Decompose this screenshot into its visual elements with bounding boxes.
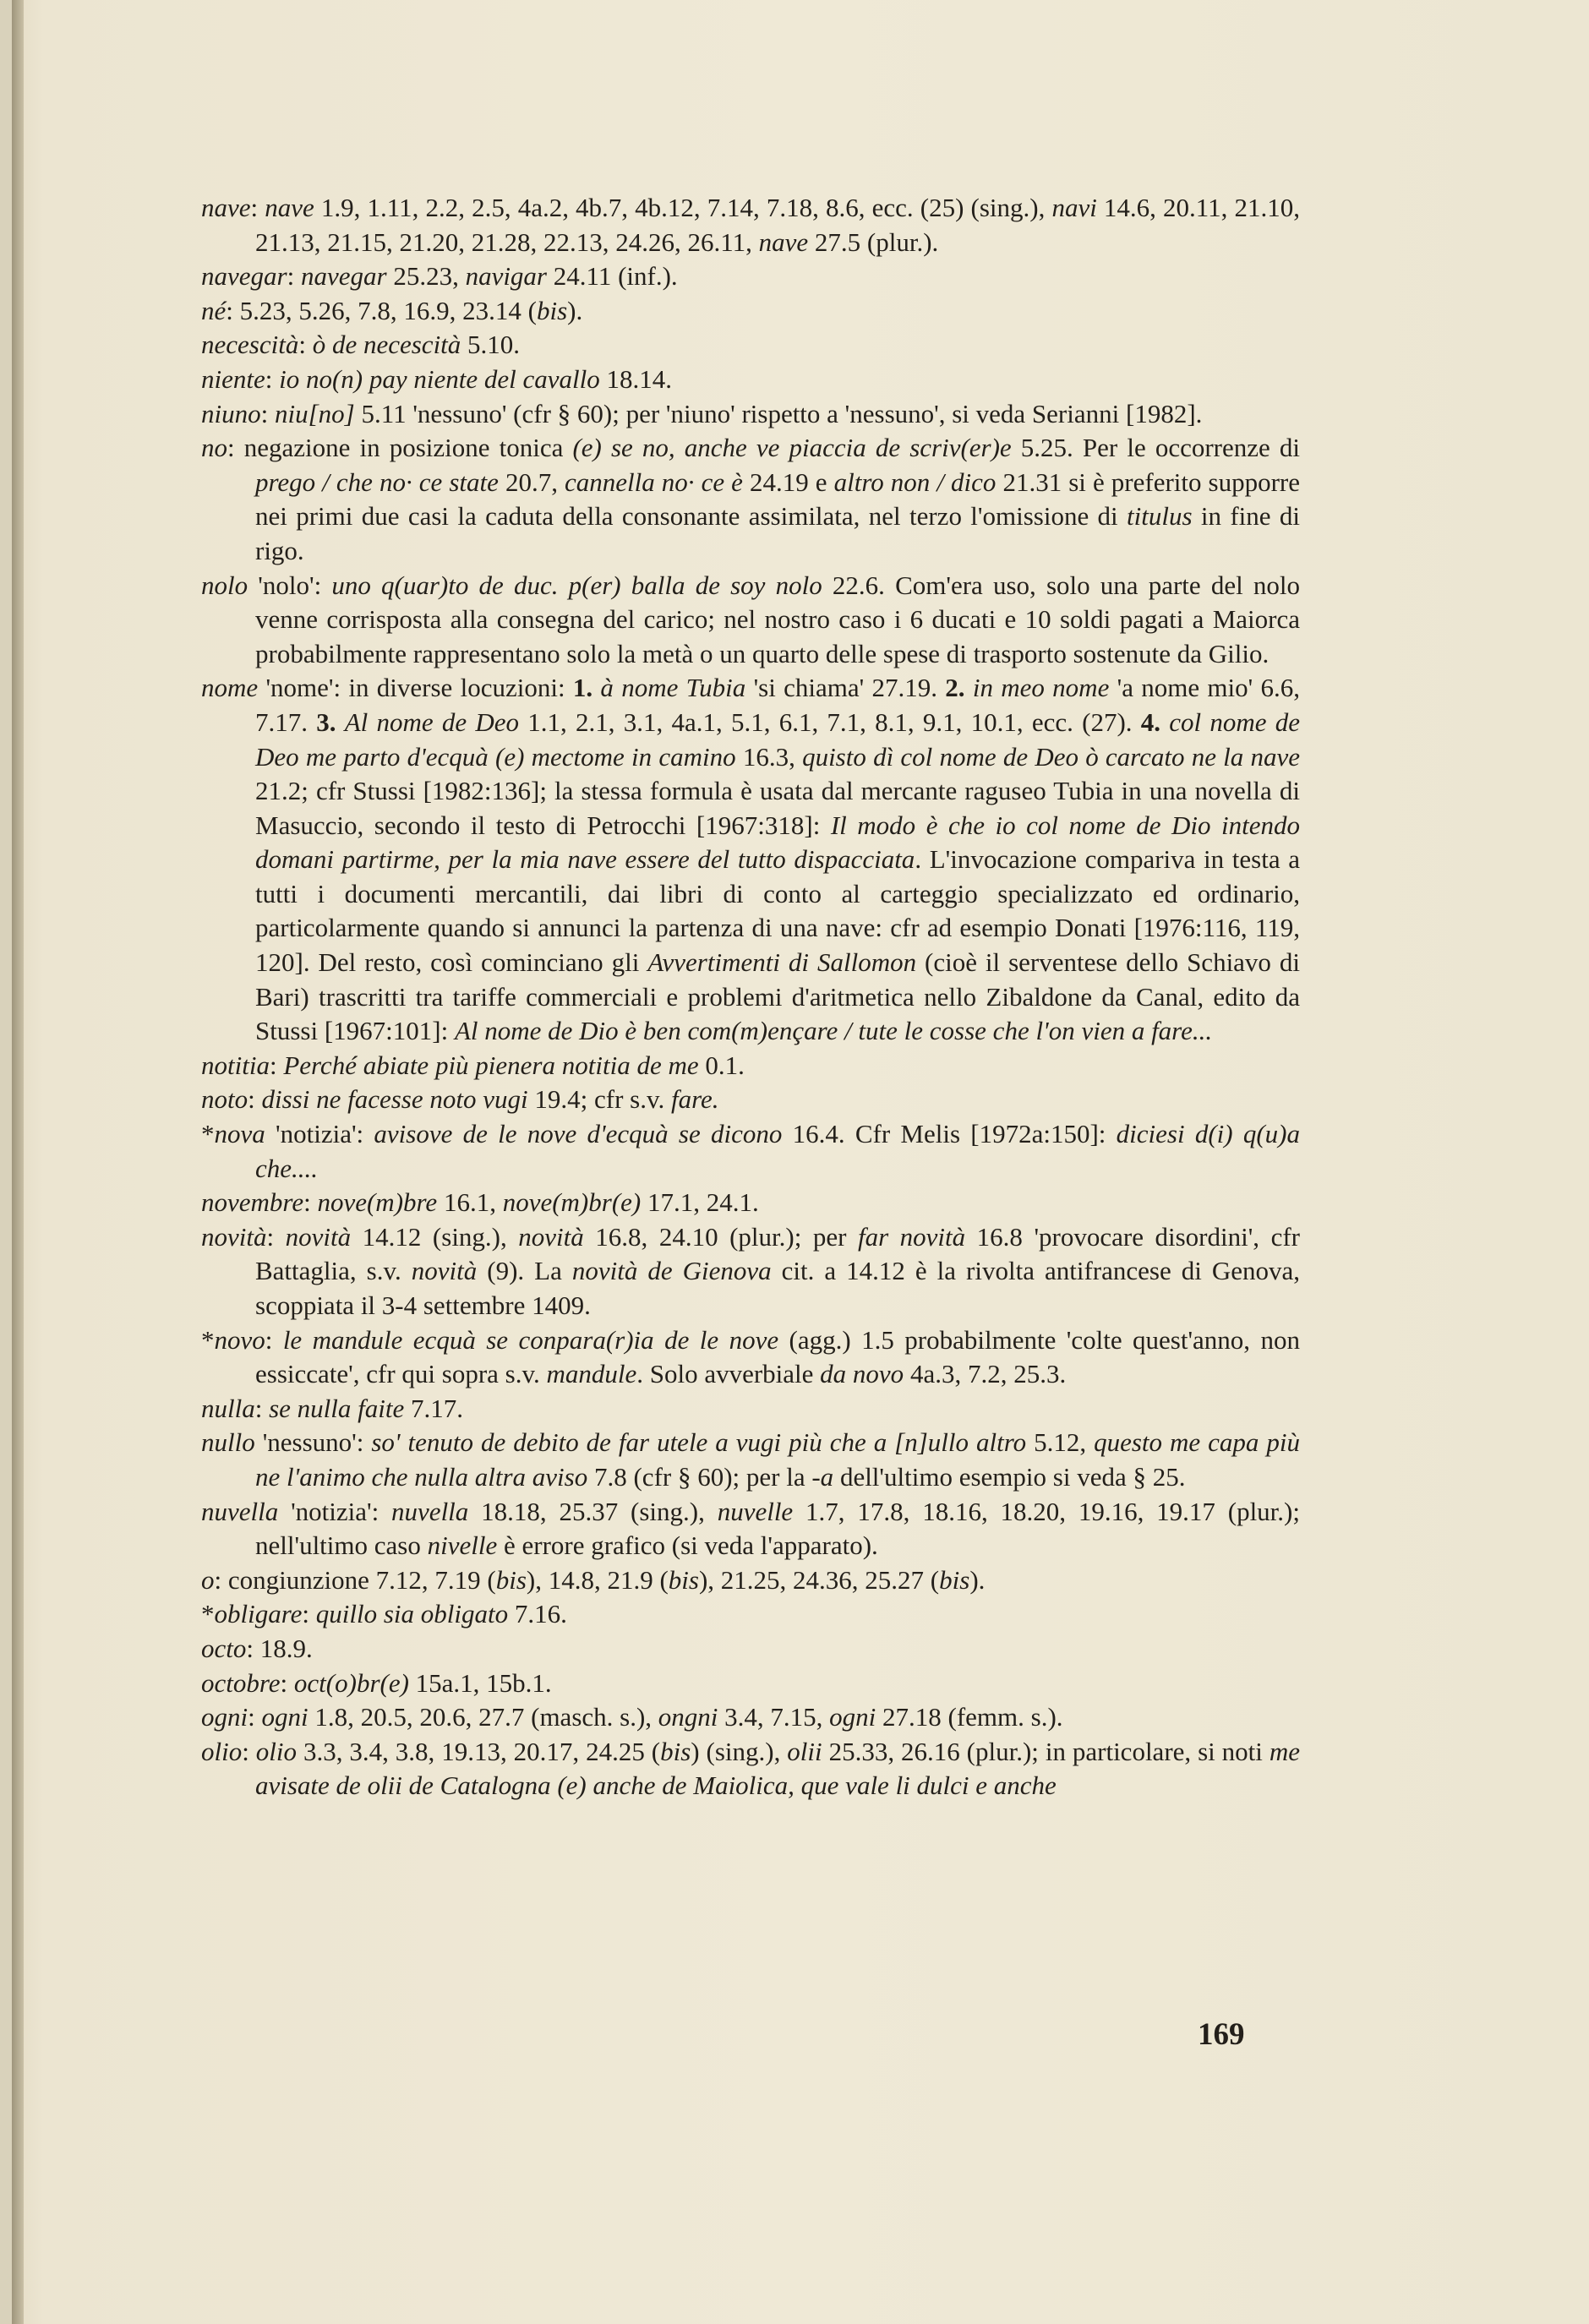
glossary-entry	[201, 1667, 1300, 1701]
text-run: cit. a 14.12 è la rivolta antifrancese di Genova, scoppiata il 3-4 settembre 1409.	[255, 1256, 1300, 1320]
italic-text: octobre	[201, 1667, 281, 1698]
text-run: 15a.1, 15b.1.	[408, 1667, 552, 1698]
text-run: in fine di rigo.	[255, 501, 1300, 565]
text-run: *	[201, 1324, 215, 1355]
italic-text: noto	[201, 1084, 248, 1115]
text-run: 18.18, 25.37 (sing.),	[468, 1496, 718, 1526]
text-run: 22.6. Com'era uso, solo una parte del nolo venne corrisposta alla consegna del carico; nel nostro caso i 6 ducati e 10 soldi pagati a Maiorca probabilmente rappresentano solo la metà o un quarto delle spese di trasporto sostenute da Gilio.	[255, 570, 1301, 668]
italic-text: novità	[285, 1221, 352, 1252]
glossary-entry	[201, 1323, 1300, 1392]
italic-text: me avisate de olii de Catalogna (e) anche de Maiolica, que vale li dulci e anche	[255, 1736, 1300, 1801]
italic-text: col nome de Deo me parto d'ecquà (e) mectome in camino	[255, 706, 1300, 772]
italic-text: bis	[668, 1564, 699, 1595]
text-run: 0.1.	[698, 1050, 745, 1080]
glossary-entry	[201, 671, 1300, 1049]
italic-text: Il modo è che io col nome de Dio intendo domani partirme, per la mia nave essere del tutto dispacciata	[255, 810, 1300, 875]
italic-text: -a	[811, 1461, 834, 1492]
text-run: 27.18 (femm. s.).	[876, 1702, 1063, 1732]
text-run: 25.23,	[386, 261, 466, 292]
glossary-entry	[201, 294, 1300, 329]
text-run: 17.1, 24.1.	[641, 1187, 759, 1218]
italic-text: (e) se no, anche ve piaccia de scriv(er)e	[572, 433, 1012, 463]
text-run: 16.1,	[437, 1187, 503, 1218]
italic-text: né	[201, 295, 227, 325]
glossary-entry	[201, 1495, 1300, 1563]
italic-text: novo	[214, 1324, 265, 1355]
text-run: (cioè il serventese dello Schiavo di Bari) trascritti tra tariffe commerciali e problemi d'aritmetica nello Zibaldone da Canal, edito da Stussi [1967:101]:	[255, 947, 1300, 1046]
italic-text: nuvella	[201, 1496, 279, 1526]
text-run: :	[248, 1084, 262, 1115]
italic-text: olio	[201, 1736, 243, 1766]
book-page	[12, 0, 1589, 2324]
text-run: . L'invocazione compariva in testa a tutti i documenti mercantili, dai libri di conto al carteggio specializzato ed ordinario, particolarmente quando si annunci la partenza di una nave: cfr ad esempio Donati [1976:116, 119, 120]. Del resto, così cominciano gli	[255, 844, 1300, 978]
text-run: (9). La	[477, 1256, 572, 1286]
text-run: : 5.23, 5.26, 7.8, 16.9, 23.14 (	[226, 295, 537, 325]
italic-text: nuvella	[391, 1496, 469, 1526]
text-run: 16.8, 24.10 (plur.); per	[583, 1221, 858, 1252]
glossary-entry	[201, 259, 1300, 294]
italic-text: oct(o)br(e)	[293, 1667, 409, 1698]
italic-text: ogni	[261, 1702, 309, 1732]
text-run: :	[265, 1324, 283, 1355]
italic-text: navigar	[465, 261, 547, 292]
italic-text: o	[201, 1564, 215, 1595]
text-run: 7.17.	[404, 1393, 464, 1423]
italic-text: octo	[201, 1633, 247, 1663]
text-run: 3.3, 3.4, 3.8, 19.13, 20.17, 24.25 (	[297, 1736, 661, 1766]
page-number: 169	[1198, 2017, 1245, 2052]
glossary-entry	[201, 1426, 1300, 1494]
italic-text: novembre	[201, 1187, 304, 1218]
italic-text: niu[no]	[275, 398, 355, 428]
glossary-entry	[201, 1049, 1300, 1083]
italic-text: bis	[939, 1564, 970, 1595]
text-run: 'a nome mio' 6.6, 7.17.	[255, 673, 1301, 737]
text-run: :	[242, 1736, 256, 1766]
text-run: 'notizia':	[265, 1119, 374, 1149]
glossary-column	[201, 191, 1300, 1803]
text-run: 'nome': in diverse locuzioni:	[258, 673, 573, 703]
italic-text: fare.	[670, 1084, 719, 1115]
text-run: :	[269, 1050, 284, 1080]
italic-text: necescità	[201, 330, 299, 360]
italic-text: ò de necescità	[312, 330, 461, 360]
text-run: :	[260, 398, 275, 428]
glossary-entry	[201, 1735, 1300, 1803]
italic-text: altro non / dico	[833, 466, 997, 497]
text-run: 4a.3, 7.2, 25.3.	[904, 1359, 1067, 1389]
text-run: 25.33, 26.16 (plur.); in particolare, si noti	[822, 1736, 1270, 1766]
italic-text: Perché abiate più pienera notitia de me	[283, 1050, 699, 1080]
italic-text: à nome Tubia	[600, 673, 746, 703]
italic-text: so' tenuto de debito de far utele a vugi più che a [n]ullo altro	[371, 1427, 1027, 1458]
text-run: :	[303, 1187, 318, 1218]
text-run: :	[298, 330, 313, 360]
text-run: :	[265, 363, 280, 394]
italic-text: da novo	[820, 1359, 904, 1389]
text-run	[965, 673, 973, 702]
italic-text: nullo	[201, 1427, 255, 1458]
italic-text: nove(m)bre	[317, 1187, 438, 1218]
italic-text: prego / che no· ce state	[255, 466, 499, 497]
text-run: 14.12 (sing.),	[351, 1221, 519, 1252]
text-run: ), 21.25, 24.36, 25.27 (	[698, 1564, 940, 1595]
italic-text: cannella no· ce è	[565, 466, 743, 497]
glossary-entry	[201, 191, 1300, 259]
italic-text: niuno	[201, 398, 261, 428]
text-run: ) (sing.),	[691, 1736, 788, 1766]
text-run: ), 14.8, 21.9 (	[526, 1564, 669, 1595]
italic-text: novità de Gienova	[571, 1256, 772, 1286]
italic-text: Al nome de Dio è ben com(m)ençare / tute le cosse che l'on vien a fare...	[454, 1016, 1213, 1046]
italic-text: nolo	[201, 570, 248, 600]
italic-text: in meo nome	[972, 673, 1110, 703]
text-run	[336, 707, 344, 737]
glossary-entry	[201, 1083, 1300, 1117]
text-run: 5.11 'nessuno' (cfr § 60); per 'niuno' rispetto a 'nessuno', si veda Serianni [1982].	[354, 398, 1203, 428]
glossary-entry	[201, 1186, 1300, 1220]
glossary-entry	[201, 431, 1300, 568]
text-run: ).	[969, 1564, 986, 1595]
italic-text: quisto dì col nome de Deo ò carcato ne la nave	[802, 741, 1301, 772]
text-run: 3.4, 7.15,	[718, 1702, 830, 1732]
italic-text: novità	[201, 1221, 267, 1252]
glossary-entry	[201, 328, 1300, 363]
text-run: (agg.) 1.5 probabilmente 'colte quest'anno, non essiccate', cfr qui sopra s.v.	[255, 1324, 1300, 1389]
text-run: 'nolo':	[248, 570, 332, 600]
italic-text: bis	[495, 1564, 527, 1595]
italic-text: avisove de le nove d'ecquà se dicono	[374, 1119, 783, 1149]
glossary-entry	[201, 1597, 1300, 1632]
italic-text: questo me capa più ne l'animo che nulla altra aviso	[255, 1427, 1300, 1492]
italic-text: novità	[518, 1221, 584, 1252]
italic-text: nivelle	[427, 1530, 498, 1561]
italic-text: niente	[201, 363, 265, 394]
italic-text: nuvelle	[717, 1496, 794, 1526]
italic-text: Al nome de Deo	[344, 706, 520, 737]
italic-text: olio	[255, 1736, 298, 1766]
text-run: 5.10.	[461, 330, 521, 360]
text-run: 1.8, 20.5, 20.6, 27.7 (masch. s.),	[308, 1702, 658, 1732]
text-run: 16.4. Cfr Melis [1972a:150]:	[782, 1119, 1117, 1149]
italic-text: io no(n) pay niente del cavallo	[279, 363, 600, 394]
italic-text: nave	[265, 193, 314, 222]
text-run: 16.8 'provocare disordini', cfr Battaglia, s.v.	[255, 1221, 1300, 1286]
text-run: dell'ultimo esempio si veda § 25.	[833, 1461, 1186, 1492]
italic-text: ogni	[201, 1702, 248, 1732]
italic-text: Avvertimenti di Sallomon	[647, 947, 917, 978]
text-run: :	[280, 1667, 294, 1698]
italic-text: navi	[1051, 193, 1097, 222]
text-run: 14.6, 20.11, 21.10, 21.13, 21.15, 21.20, 21.28, 22.13, 24.26, 26.11,	[255, 193, 1300, 257]
glossary-entry	[201, 1563, 1300, 1598]
glossary-entry	[201, 1220, 1300, 1323]
italic-text: dissi ne facesse noto vugi	[261, 1084, 528, 1115]
italic-text: obligare	[214, 1599, 303, 1629]
italic-text: navegar	[300, 261, 387, 292]
text-run: 20.7,	[498, 466, 565, 497]
glossary-entry	[201, 1700, 1300, 1735]
italic-text: navegar	[201, 261, 287, 292]
italic-text: notitia	[201, 1050, 270, 1080]
text-run: 7.8 (cfr § 60); per la	[587, 1461, 812, 1492]
italic-text: le mandule ecquà se conpara(r)ia de le nove	[282, 1324, 779, 1355]
text-run: :	[302, 1599, 316, 1629]
italic-text: nave	[201, 193, 251, 222]
glossary-entry	[201, 1117, 1300, 1186]
text-run: 5.12,	[1026, 1427, 1095, 1458]
italic-text: far novità	[857, 1221, 966, 1252]
text-run: 21.2; cfr Stussi [1982:136]; la stessa formula è usata dal mercante raguseo Tubia in una novella di Masuccio, secondo il testo di Petrocchi [1967:318]:	[255, 776, 1300, 840]
italic-text: ogni	[829, 1702, 876, 1732]
text-run: :	[250, 193, 265, 222]
italic-text: titulus	[1127, 501, 1193, 532]
text-run: :	[287, 261, 301, 292]
glossary-entry	[201, 569, 1300, 672]
text-run: ).	[567, 295, 583, 325]
glossary-entry	[201, 1632, 1300, 1667]
italic-text: se nulla faite	[269, 1393, 405, 1423]
text-run	[1160, 707, 1169, 737]
text-run: 5.25. Per le occorrenze di	[1011, 433, 1300, 463]
glossary-entry	[201, 397, 1300, 432]
italic-text: uno q(uar)to de duc. p(er) balla de soy nolo	[331, 570, 822, 600]
italic-text: no	[201, 433, 227, 463]
text-run: 1.1, 2.1, 3.1, 4a.1, 5.1, 6.1, 7.1, 8.1, 9.1, 10.1, ecc. (27).	[519, 706, 1141, 737]
text-run: 1.7, 17.8, 18.16, 18.20, 19.16, 19.17 (plur.); nell'ultimo caso	[255, 1496, 1300, 1561]
italic-text: nome	[201, 673, 259, 703]
text-run: 'nessuno':	[254, 1427, 372, 1458]
bold-text: 1.	[572, 673, 593, 703]
text-run	[592, 673, 600, 702]
text-run: 21.31 si è preferito supporre nei primi due casi la caduta della consonante assimilata, nel terzo l'omissione di	[255, 466, 1301, 532]
text-run: :	[254, 1393, 270, 1423]
italic-text: bis	[536, 295, 568, 325]
text-run: 24.11 (inf.).	[547, 261, 678, 292]
text-run: : congiunzione 7.12, 7.19 (	[214, 1564, 496, 1595]
italic-text: nove(m)br(e)	[502, 1187, 642, 1218]
text-run: 7.16.	[508, 1599, 567, 1629]
text-run: :	[266, 1221, 286, 1252]
text-run: *	[201, 1119, 215, 1149]
text-run: :	[248, 1702, 262, 1732]
text-run: : 18.9.	[246, 1633, 313, 1663]
glossary-entry	[201, 1392, 1300, 1427]
italic-text: novità	[411, 1256, 478, 1286]
text-run: è errore grafico (si veda l'apparato).	[497, 1530, 878, 1561]
italic-text: olii	[787, 1736, 822, 1766]
italic-text: ongni	[658, 1702, 718, 1732]
text-run: 16.3,	[735, 741, 803, 772]
text-run: 'si chiama' 27.19.	[745, 673, 946, 703]
italic-text: diciesi d(i) q(u)a che....	[255, 1119, 1300, 1183]
glossary-entry	[201, 363, 1300, 397]
bold-text: 2.	[945, 673, 965, 703]
text-run: *	[201, 1599, 215, 1629]
book-spine-shadow	[12, 0, 24, 2324]
bold-text: 3.	[316, 706, 336, 737]
text-run: 19.4; cfr s.v.	[527, 1084, 671, 1115]
italic-text: nulla	[201, 1393, 255, 1423]
text-run: 'notizia':	[278, 1496, 392, 1526]
italic-text: nova	[214, 1119, 265, 1149]
text-run: : negazione in posizione tonica	[227, 433, 573, 463]
italic-text: bis	[660, 1736, 691, 1766]
bold-text: 4.	[1140, 706, 1161, 737]
text-run: 27.5 (plur.).	[808, 226, 939, 257]
italic-text: mandule	[546, 1359, 637, 1389]
italic-text: nave	[758, 226, 809, 257]
text-run: 18.14.	[599, 363, 673, 394]
text-run: 24.19 e	[742, 466, 834, 497]
text-run: 1.9, 1.11, 2.2, 2.5, 4a.2, 4b.7, 4b.12, 7.14, 7.18, 8.6, ecc. (25) (sing.),	[314, 193, 1052, 222]
italic-text: quillo sia obligato	[315, 1599, 509, 1629]
text-run: . Solo avverbiale	[636, 1359, 821, 1389]
